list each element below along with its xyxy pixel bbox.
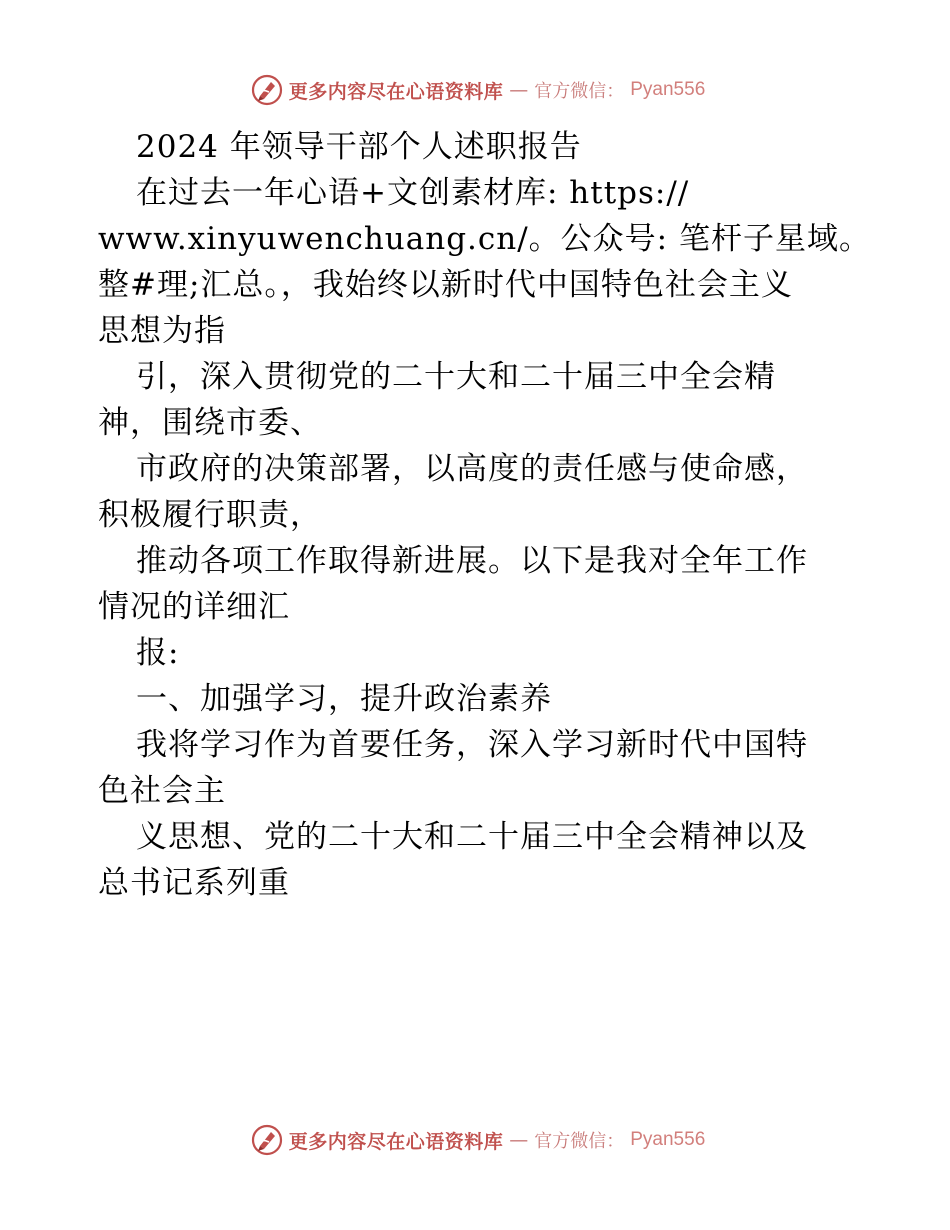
document-body [98,124,871,906]
paragraph-line: 总书记系列重 [98,865,290,901]
paragraph-line: 引，深入贯彻党的二十大和二十届三中全会精 [136,359,776,395]
watermark-label: 官方微信： [534,1131,625,1152]
paragraph-line: 思想为指 [98,313,226,349]
watermark-label: 官方微信： [534,81,625,102]
pen-logo-icon [251,1124,283,1156]
paragraph-line: 情况的详细汇 [98,589,290,625]
header-watermark [0,70,950,110]
paragraph-line: www.xinyuwenchuang.cn/。公众号: 笔杆子星域。 [98,221,871,257]
watermark-main-text: 更多内容尽在心语资料库 [288,1130,504,1153]
footer-watermark [0,1120,950,1160]
paragraph-line: 在过去一年心语+文创素材库: https:// [136,175,690,211]
watermark-content [245,74,706,106]
document-title: 2024 年领导干部个人述职报告 [136,129,582,165]
watermark-wechat-id: Pyan556 [630,79,706,100]
watermark-dash: — [509,1129,529,1151]
pen-logo-icon [251,74,283,106]
watermark-main-text: 更多内容尽在心语资料库 [288,80,504,103]
paragraph-line: 报: [136,635,180,671]
paragraph-line: 神，围绕市委、 [98,405,322,441]
section-heading: 一、加强学习，提升政治素养 [136,681,552,717]
watermark-content [245,1124,706,1156]
paragraph-line: 市政府的决策部署，以高度的责任感与使命感， [136,451,808,487]
paragraph-line: 我将学习作为首要任务，深入学习新时代中国特 [136,727,808,763]
paragraph-line: 整#理;汇总。，我始终以新时代中国特色社会主义 [98,267,793,303]
paragraph-line: 推动各项工作取得新进展。以下是我对全年工作 [136,543,808,579]
watermark-dash: — [509,79,529,101]
paragraph-line: 义思想、党的二十大和二十届三中全会精神以及 [136,819,808,855]
paragraph-line: 积极履行职责， [98,497,322,533]
watermark-wechat-id: Pyan556 [630,1129,706,1150]
paragraph-line: 色社会主 [98,773,226,809]
